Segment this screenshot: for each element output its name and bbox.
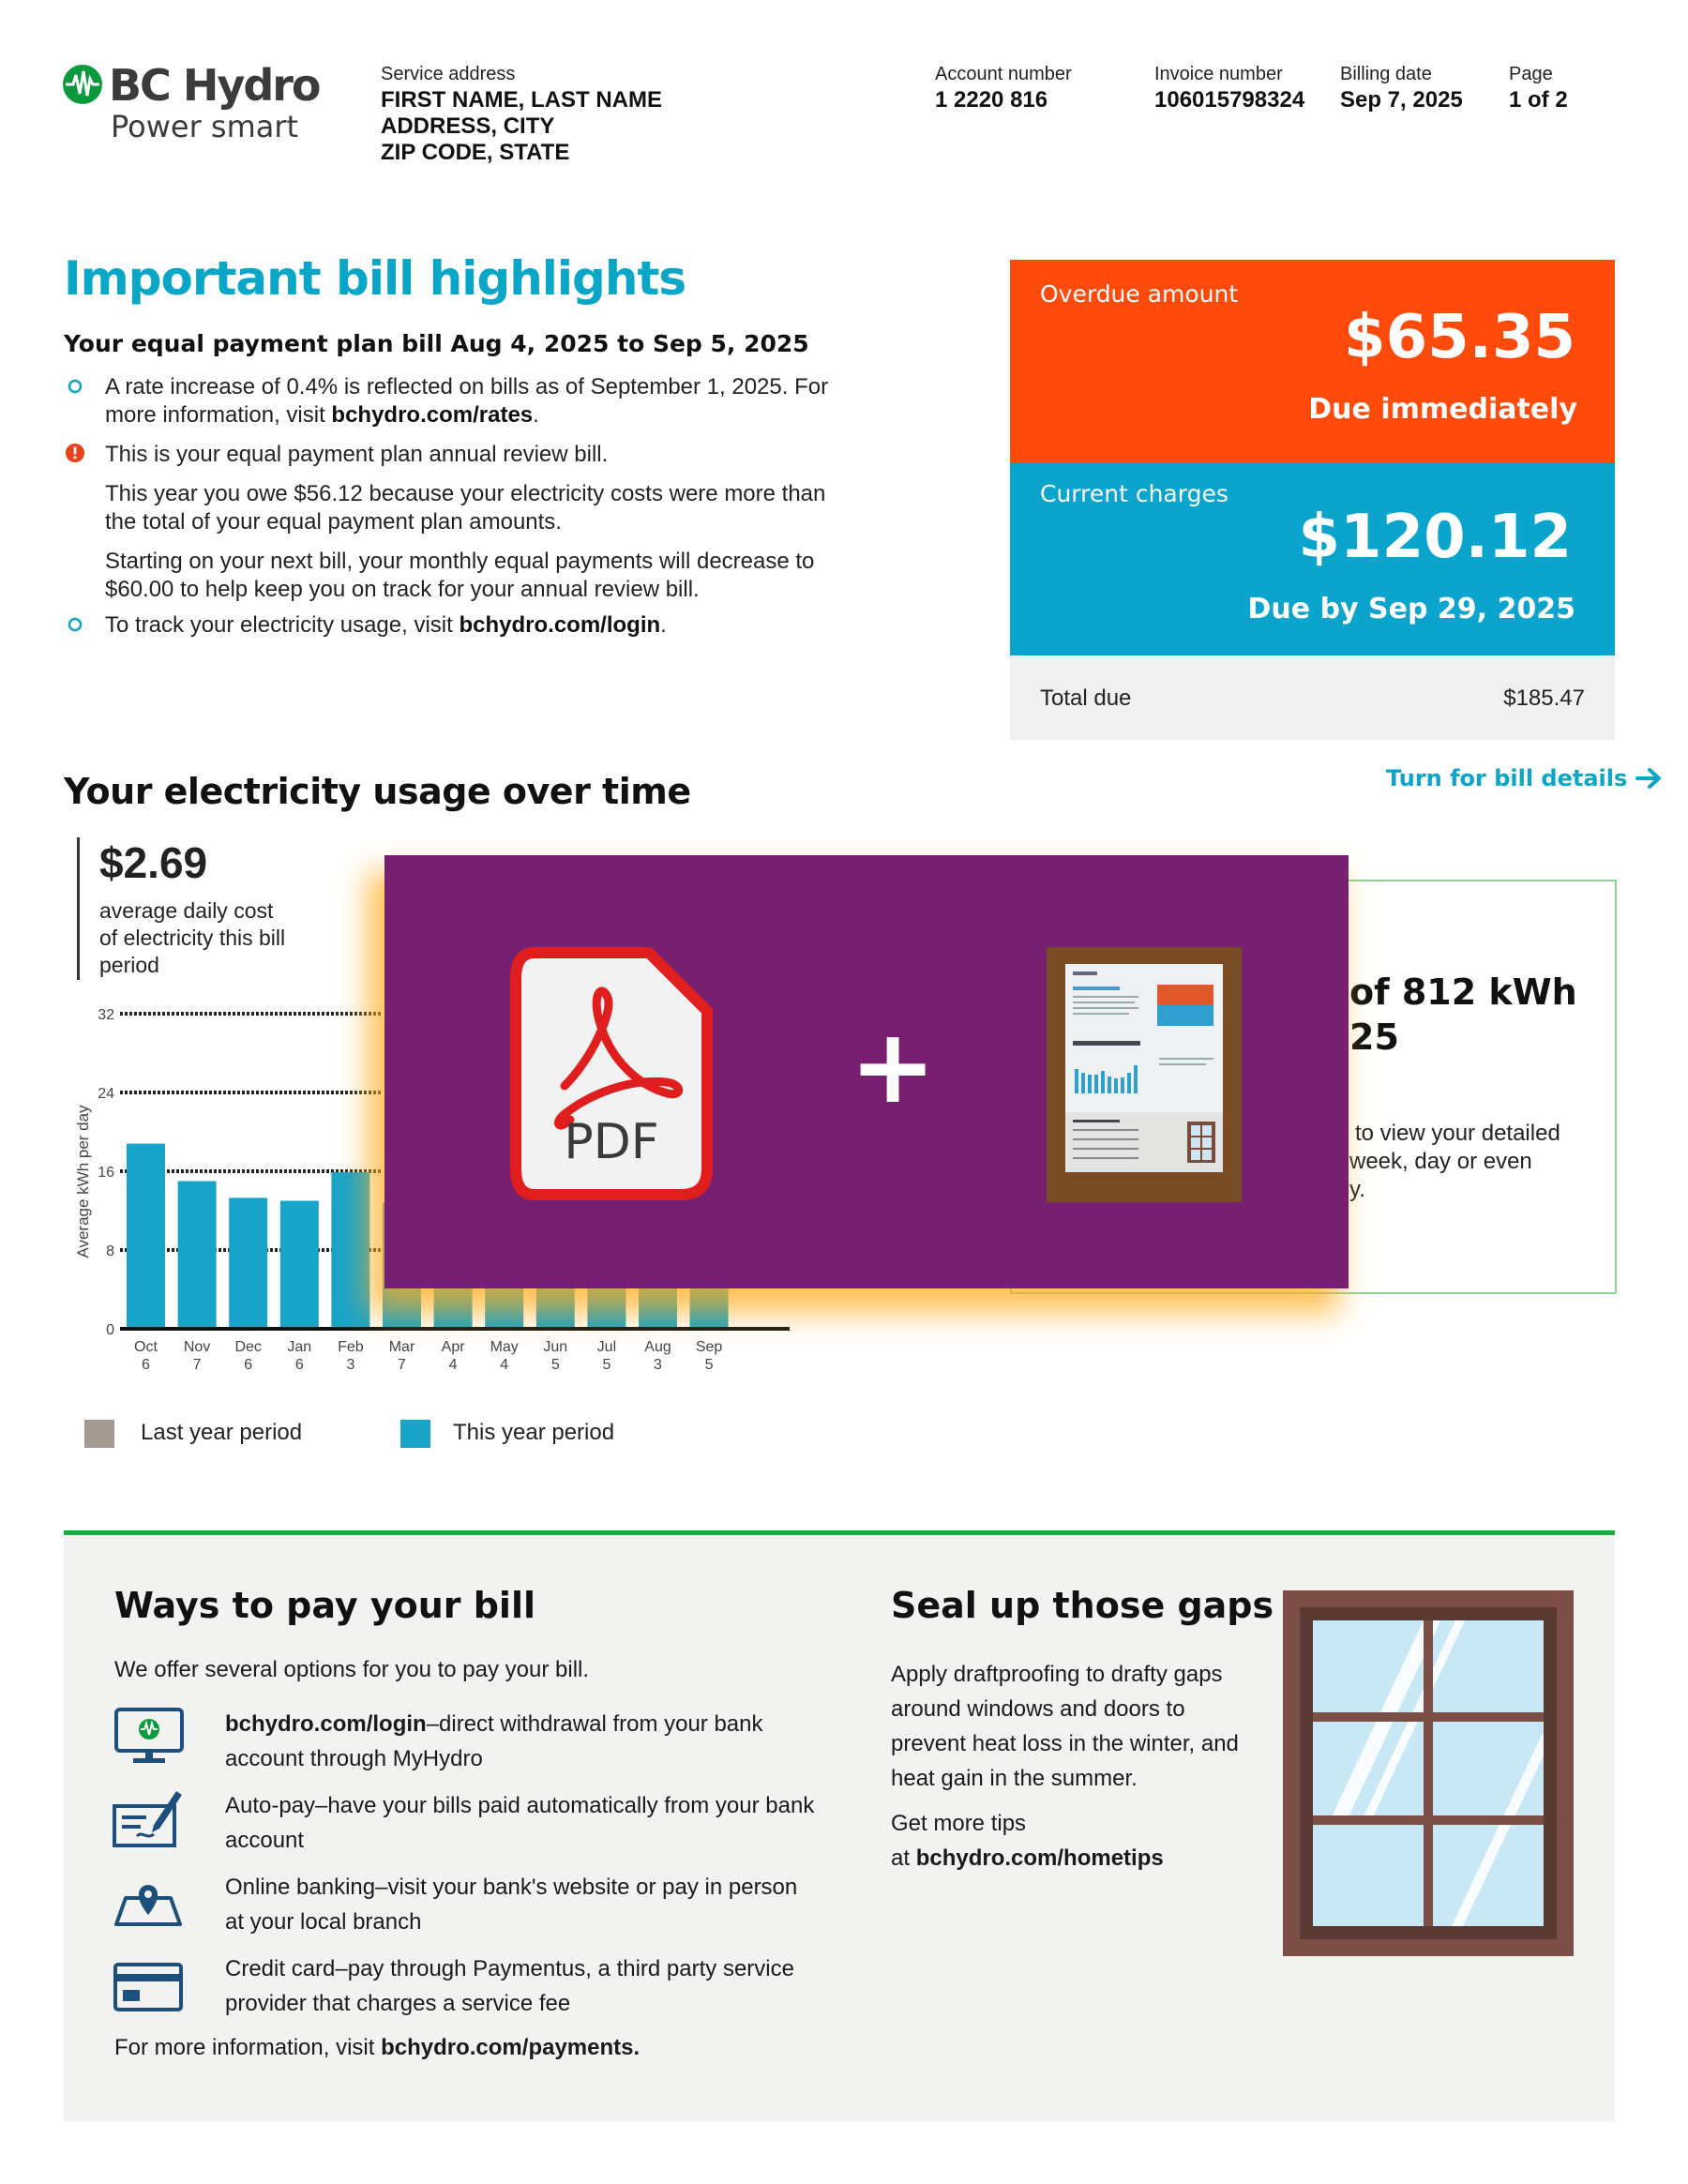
- invoice-number-label: Invoice number: [1154, 64, 1283, 84]
- pay-option: [225, 1951, 816, 2021]
- pay-option-text: Auto-pay–have your bills paid automatically from your bank account: [225, 1793, 815, 1853]
- x-tick-days: 3: [654, 1357, 662, 1373]
- x-tick-month: Dec: [234, 1339, 262, 1355]
- map-location-icon: [113, 1877, 184, 1928]
- total-due-label: Total due: [1040, 685, 1132, 711]
- usage-card-text: y.: [1349, 1177, 1365, 1202]
- account-number-label: Account number: [935, 64, 1072, 84]
- x-tick-days: 6: [142, 1357, 150, 1373]
- highlight-bullet: [64, 441, 852, 604]
- legend-label: Last year period: [141, 1420, 303, 1445]
- usage-bar: [229, 1197, 267, 1329]
- invoice-number-value: 106015798324: [1154, 87, 1305, 113]
- credit-card-icon: [113, 1962, 184, 2012]
- pay-option-text: Credit card–pay through Paymentus, a third party service provider that charges a service fee: [225, 1956, 794, 2016]
- avg-daily-cost: $2.69: [99, 838, 208, 887]
- bullet-paragraph: Starting on your next bill, your monthly equal payments will decrease to $60.00 to help keep you on track for your annual review bill.: [105, 549, 815, 602]
- account-number: [935, 64, 1072, 113]
- pay-option: [225, 1788, 816, 1858]
- highlights-title: Important bill highlights: [64, 251, 686, 306]
- x-tick-month: May: [490, 1339, 519, 1355]
- alert-icon: [65, 443, 85, 463]
- tips-prefix: at: [891, 1845, 916, 1871]
- pdf-file-icon: [508, 945, 715, 1202]
- current-charges-amount: $120.12: [1298, 503, 1572, 572]
- bullet-text: A rate increase of 0.4% is reflected on bills as of September 1, 2025. For more information, visit: [105, 374, 829, 428]
- y-tick-label: 8: [106, 1243, 114, 1259]
- pdf-label: PDF: [564, 1114, 659, 1170]
- account-number-value: 1 2220 816: [935, 87, 1048, 113]
- bullet-paragraph: This year you owe $56.12 because your electricity costs were more than the total of your equal payment plan amounts.: [105, 481, 826, 535]
- info-circle-icon: [68, 379, 83, 394]
- bullet-text: This is your equal payment plan annual review bill.: [105, 442, 609, 467]
- logo-tagline: Power smart: [111, 109, 299, 144]
- x-tick-month: Jun: [543, 1339, 568, 1355]
- service-line: FIRST NAME, LAST NAME: [381, 87, 662, 113]
- x-tick-days: 7: [398, 1357, 406, 1373]
- usage-card-heading: 25: [1349, 1017, 1399, 1058]
- billing-date-value: Sep 7, 2025: [1340, 87, 1463, 113]
- x-tick-days: 7: [192, 1357, 202, 1373]
- overdue-panel: [1010, 260, 1615, 463]
- logo-wordmark: BC Hydro: [109, 60, 320, 111]
- overdue-label: Overdue amount: [1040, 280, 1239, 308]
- usage-card-heading: of 812 kWh: [1349, 972, 1577, 1013]
- usage-bar: [280, 1201, 319, 1330]
- x-tick-month: Sep: [695, 1339, 723, 1355]
- plus-sign: +: [850, 1006, 937, 1126]
- turn-link-label[interactable]: Turn for bill details: [1386, 765, 1628, 791]
- pay-option: [225, 1707, 816, 1776]
- x-tick-month: Nov: [183, 1339, 211, 1355]
- x-tick-days: 6: [294, 1357, 304, 1373]
- bullet-text: To track your electricity usage, visit: [105, 612, 460, 638]
- service-address: [381, 64, 662, 166]
- rates-link[interactable]: bchydro.com/rates: [331, 402, 534, 428]
- chart-legend: [84, 1414, 741, 1452]
- pay-option: [225, 1870, 816, 1939]
- usage-title: Your electricity usage over time: [64, 771, 691, 812]
- window-illustration-icon: [1283, 1590, 1574, 1956]
- service-line: ADDRESS, CITY: [381, 113, 555, 139]
- highlight-bullet: A rate increase of 0.4% is reflected on bills as of September 1, 2025. For more information, visit bchydro.com/rates.: [64, 373, 852, 429]
- seal-title: Seal up those gaps: [891, 1585, 1274, 1626]
- billing-date-label: Billing date: [1340, 64, 1432, 84]
- usage-bar: [178, 1182, 217, 1330]
- x-tick-month: Jul: [596, 1339, 617, 1355]
- logo-mark-icon: [62, 64, 103, 105]
- highlight-bullet: To track your electricity usage, visit bchydro.com/login.: [64, 611, 852, 640]
- avg-cost-caption: average daily cost of electricity this bill period: [99, 898, 286, 977]
- total-due-row: [1010, 655, 1615, 740]
- y-axis-label: Average kWh per day: [74, 1105, 92, 1258]
- ways-to-pay-title: Ways to pay your bill: [114, 1585, 536, 1626]
- ways-more-info: [114, 2035, 640, 2061]
- more-info-text: For more information, visit: [114, 2035, 382, 2060]
- legend-swatch-this-year: [400, 1420, 430, 1448]
- computer-monitor-icon: [114, 1708, 184, 1766]
- pay-option-link[interactable]: bchydro.com/login: [225, 1711, 427, 1737]
- pay-option-text: Online banking–visit your bank's website or pay in person at your local branch: [225, 1875, 798, 1935]
- legend-swatch-last-year: [84, 1420, 114, 1448]
- service-address-label: Service address: [381, 64, 516, 84]
- overlay-banner: [384, 855, 1349, 1288]
- arrow-right-icon: [1635, 767, 1664, 790]
- x-tick-days: 5: [550, 1357, 560, 1373]
- usage-card-text: to view your detailed: [1355, 1121, 1560, 1146]
- current-charges-panel: [1010, 463, 1615, 655]
- seal-tips-text: Get more tips: [891, 1811, 1027, 1836]
- x-tick-month: Oct: [134, 1339, 158, 1355]
- usage-card-text: week, day or even: [1349, 1149, 1532, 1174]
- x-tick-days: 4: [448, 1357, 458, 1373]
- payments-link[interactable]: bchydro.com/payments.: [381, 2035, 641, 2060]
- y-tick-label: 0: [106, 1322, 114, 1338]
- total-due-amount: $185.47: [1503, 685, 1585, 711]
- x-tick-days: 5: [704, 1357, 714, 1373]
- x-tick-month: Apr: [441, 1339, 465, 1355]
- turn-for-details-link[interactable]: [1386, 765, 1664, 791]
- legend-label: This year period: [453, 1420, 615, 1445]
- info-circle-icon: [68, 617, 83, 632]
- service-line: ZIP CODE, STATE: [381, 140, 570, 165]
- x-tick-month: Mar: [388, 1339, 415, 1355]
- highlights-subtitle: Your equal payment plan bill Aug 4, 2025 to Sep 5, 2025: [64, 330, 809, 357]
- usage-bar: [331, 1172, 369, 1329]
- page-number-label: Page: [1509, 64, 1553, 84]
- pay-option-text: –direct withdrawal from your bank account through MyHydro: [225, 1711, 763, 1771]
- y-tick-label: 32: [98, 1007, 114, 1023]
- usage-bar: [127, 1144, 165, 1329]
- ways-intro: We offer several options for you to pay your bill.: [114, 1657, 590, 1682]
- login-link[interactable]: bchydro.com/login: [459, 612, 661, 638]
- x-tick-days: 4: [500, 1357, 509, 1373]
- x-tick-month: Jan: [287, 1339, 312, 1355]
- y-tick-label: 16: [98, 1165, 114, 1181]
- x-tick-days: 3: [346, 1357, 355, 1373]
- hometips-link[interactable]: bchydro.com/hometips: [915, 1845, 1164, 1871]
- overdue-amount: $65.35: [1344, 303, 1575, 372]
- autopay-cheque-pen-icon: [113, 1787, 184, 1849]
- page-number-value: 1 of 2: [1509, 87, 1568, 113]
- x-tick-month: Feb: [338, 1339, 364, 1355]
- avg-cost-block: [77, 837, 305, 980]
- x-tick-days: 6: [244, 1357, 253, 1373]
- document-thumbnail: [1047, 947, 1242, 1202]
- bc-hydro-logo: [62, 60, 320, 154]
- seal-text: Apply draftproofing to drafty gaps around windows and doors to prevent heat loss in the winter, and heat gain in the summer.: [891, 1662, 1239, 1791]
- overdue-due: Due immediately: [1308, 393, 1577, 426]
- page-number: [1509, 64, 1568, 113]
- current-charges-label: Current charges: [1040, 480, 1228, 507]
- x-tick-days: 5: [602, 1357, 611, 1373]
- billing-date: [1340, 64, 1463, 113]
- invoice-number: [1154, 64, 1304, 113]
- x-tick-month: Aug: [644, 1339, 671, 1355]
- current-charges-due: Due by Sep 29, 2025: [1247, 593, 1575, 625]
- y-tick-label: 24: [98, 1086, 114, 1102]
